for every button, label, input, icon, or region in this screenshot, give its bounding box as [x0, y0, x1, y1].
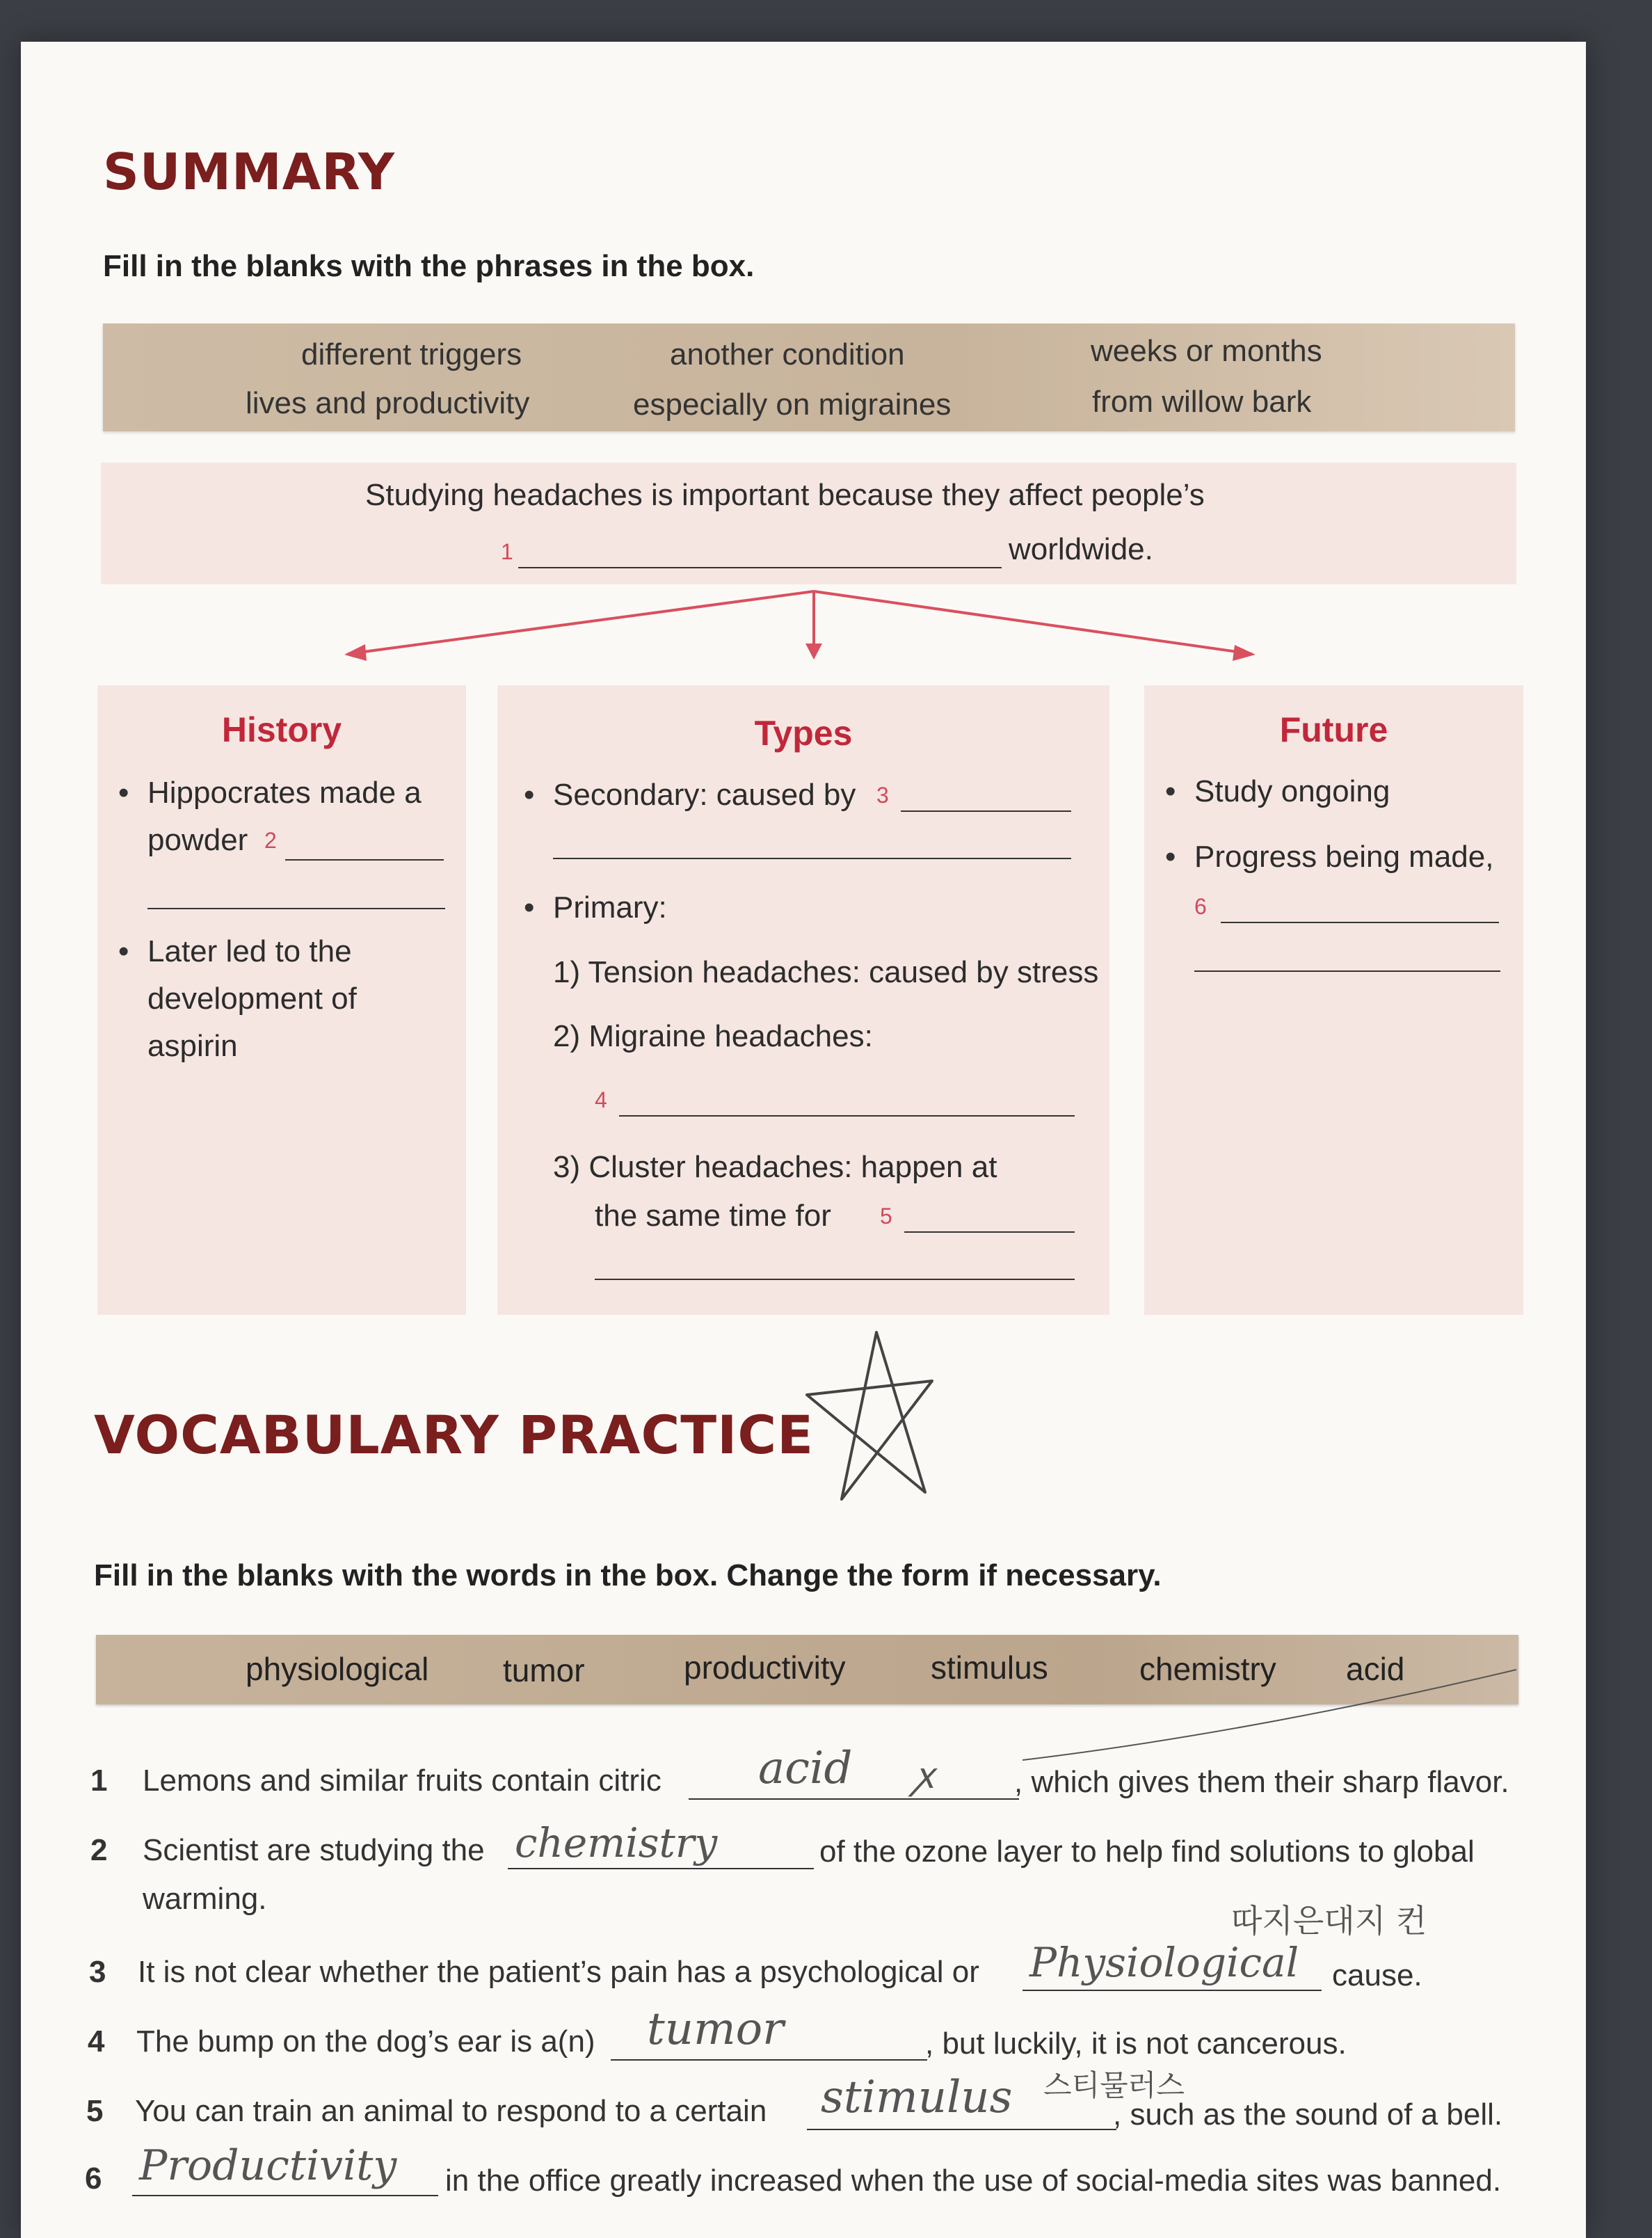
- blank-6[interactable]: [1221, 922, 1499, 923]
- handwritten-answer: chemistry: [515, 1819, 718, 1867]
- types-text: 1) Tension headaches: caused by stress: [553, 955, 1099, 989]
- question-text: in the office greatly increased when the use of social-media sites was banned.: [445, 2164, 1502, 2198]
- blank-2-cont[interactable]: [147, 908, 445, 909]
- blank-number: 4: [595, 1087, 607, 1112]
- vocab-word: physiological: [246, 1651, 429, 1687]
- bullet-dot: •: [1165, 840, 1176, 874]
- history-text: Hippocrates made a: [147, 776, 422, 810]
- phrase-item: weeks or months: [1091, 334, 1322, 368]
- bullet-dot: •: [118, 934, 129, 968]
- vocab-word: chemistry: [1139, 1651, 1276, 1687]
- history-title: History: [221, 710, 342, 749]
- history-panel: [97, 685, 466, 1315]
- phrase-item: from willow bark: [1092, 385, 1312, 419]
- question-text: Lemons and similar fruits contain citric: [143, 1764, 661, 1798]
- history-text: aspirin: [147, 1029, 238, 1063]
- question-text: It is not clear whether the patient’s pain has a psychological or: [138, 1955, 979, 1989]
- intro-text: worldwide.: [1009, 532, 1153, 566]
- cross-mark: ꭗ: [915, 1755, 934, 1797]
- blank-4[interactable]: [619, 1115, 1075, 1117]
- history-text: development of: [147, 982, 357, 1016]
- question-text: The bump on the dog’s ear is a(n): [136, 2024, 595, 2059]
- future-panel: [1144, 685, 1523, 1315]
- question-text: cause.: [1332, 1958, 1422, 1992]
- question-number: 4: [88, 2024, 105, 2059]
- vocab-word: productivity: [684, 1649, 846, 1686]
- phrase-item: another condition: [670, 337, 905, 371]
- question-text: Scientist are studying the: [143, 1833, 485, 1867]
- types-text: the same time for: [595, 1199, 831, 1233]
- future-title: Future: [1279, 710, 1388, 749]
- handwritten-note: 따지은대지 컨: [1231, 1902, 1427, 1940]
- vocab-word: acid: [1346, 1651, 1405, 1687]
- worksheet-page: [21, 42, 1586, 2238]
- star-icon: [793, 1318, 960, 1513]
- answer-blank-4[interactable]: [611, 2059, 927, 2061]
- handwritten-answer: Physiological: [1029, 1939, 1299, 1986]
- blank-2[interactable]: [285, 859, 444, 861]
- summary-title: SUMMARY: [103, 143, 395, 201]
- phrase-item: especially on migraines: [633, 387, 952, 422]
- summary-instruction: Fill in the blanks with the phrases in the box.: [103, 249, 755, 283]
- bullet-dot: •: [1165, 774, 1176, 808]
- answer-blank-6[interactable]: [132, 2195, 438, 2196]
- question-text: , but luckily, it is not cancerous.: [925, 2027, 1347, 2061]
- question-text: , such as the sound of a bell.: [1113, 2097, 1503, 2132]
- types-text: 2) Migraine headaches:: [553, 1019, 873, 1053]
- phrase-item: different triggers: [301, 337, 522, 371]
- types-text: Primary:: [553, 890, 667, 925]
- blank-3-cont[interactable]: [553, 858, 1071, 859]
- bullet-dot: •: [524, 778, 535, 812]
- question-number: 3: [89, 1955, 106, 1989]
- blank-5-cont[interactable]: [595, 1279, 1075, 1280]
- future-text: Progress being made,: [1194, 840, 1494, 874]
- flow-arrows: [21, 42, 1586, 737]
- types-panel: [497, 685, 1109, 1315]
- blank-5[interactable]: [904, 1231, 1075, 1233]
- blank-3[interactable]: [901, 810, 1071, 812]
- types-text: Secondary: caused by: [553, 778, 856, 812]
- blank-number: 2: [264, 828, 277, 853]
- answer-blank-2[interactable]: [508, 1868, 814, 1869]
- types-text: 3) Cluster headaches: happen at: [553, 1150, 997, 1184]
- future-text: Study ongoing: [1194, 774, 1390, 808]
- phrase-item: lives and productivity: [246, 386, 530, 420]
- blank-number: 5: [880, 1204, 892, 1229]
- question-number: 5: [86, 2094, 104, 2128]
- handwritten-note: 스티물러스: [1043, 2068, 1185, 2102]
- question-number: 6: [85, 2161, 102, 2196]
- blank-6-cont[interactable]: [1194, 970, 1500, 972]
- handwritten-answer: tumor: [647, 2004, 784, 2055]
- bullet-dot: •: [118, 776, 129, 810]
- intro-text: Studying headaches is important because they affect people’s: [365, 478, 1205, 512]
- types-title: Types: [754, 714, 853, 753]
- blank-number: 1: [501, 539, 513, 564]
- history-text: powder: [147, 823, 248, 857]
- history-text: Later led to the: [147, 934, 352, 968]
- vocab-title: VOCABULARY PRACTICE: [94, 1404, 815, 1466]
- vocab-word: stimulus: [931, 1649, 1048, 1686]
- handwritten-answer: Productivity: [139, 2141, 397, 2190]
- answer-blank-5[interactable]: [807, 2129, 1116, 2130]
- question-number: 2: [90, 1833, 108, 1867]
- handwritten-answer: stimulus: [821, 2072, 1013, 2123]
- handwritten-answer: acid: [758, 1743, 853, 1794]
- question-text: You can train an animal to respond to a certain: [135, 2094, 767, 2128]
- question-text: warming.: [143, 1882, 267, 1916]
- question-text: , which gives them their sharp flavor.: [1014, 1765, 1509, 1799]
- pen-stroke: [1023, 1663, 1523, 1767]
- vocab-instruction: Fill in the blanks with the words in the box. Change the form if necessary.: [94, 1558, 1162, 1592]
- vocab-word: tumor: [503, 1652, 585, 1688]
- question-text: of the ozone layer to help find solutions to global: [819, 1835, 1475, 1869]
- answer-blank-1[interactable]: [689, 1798, 1019, 1800]
- answer-blank-3[interactable]: [1023, 1990, 1322, 1991]
- question-number: 1: [90, 1764, 108, 1798]
- bullet-dot: •: [524, 890, 535, 925]
- blank-number: 6: [1194, 894, 1207, 919]
- blank-number: 3: [876, 783, 889, 808]
